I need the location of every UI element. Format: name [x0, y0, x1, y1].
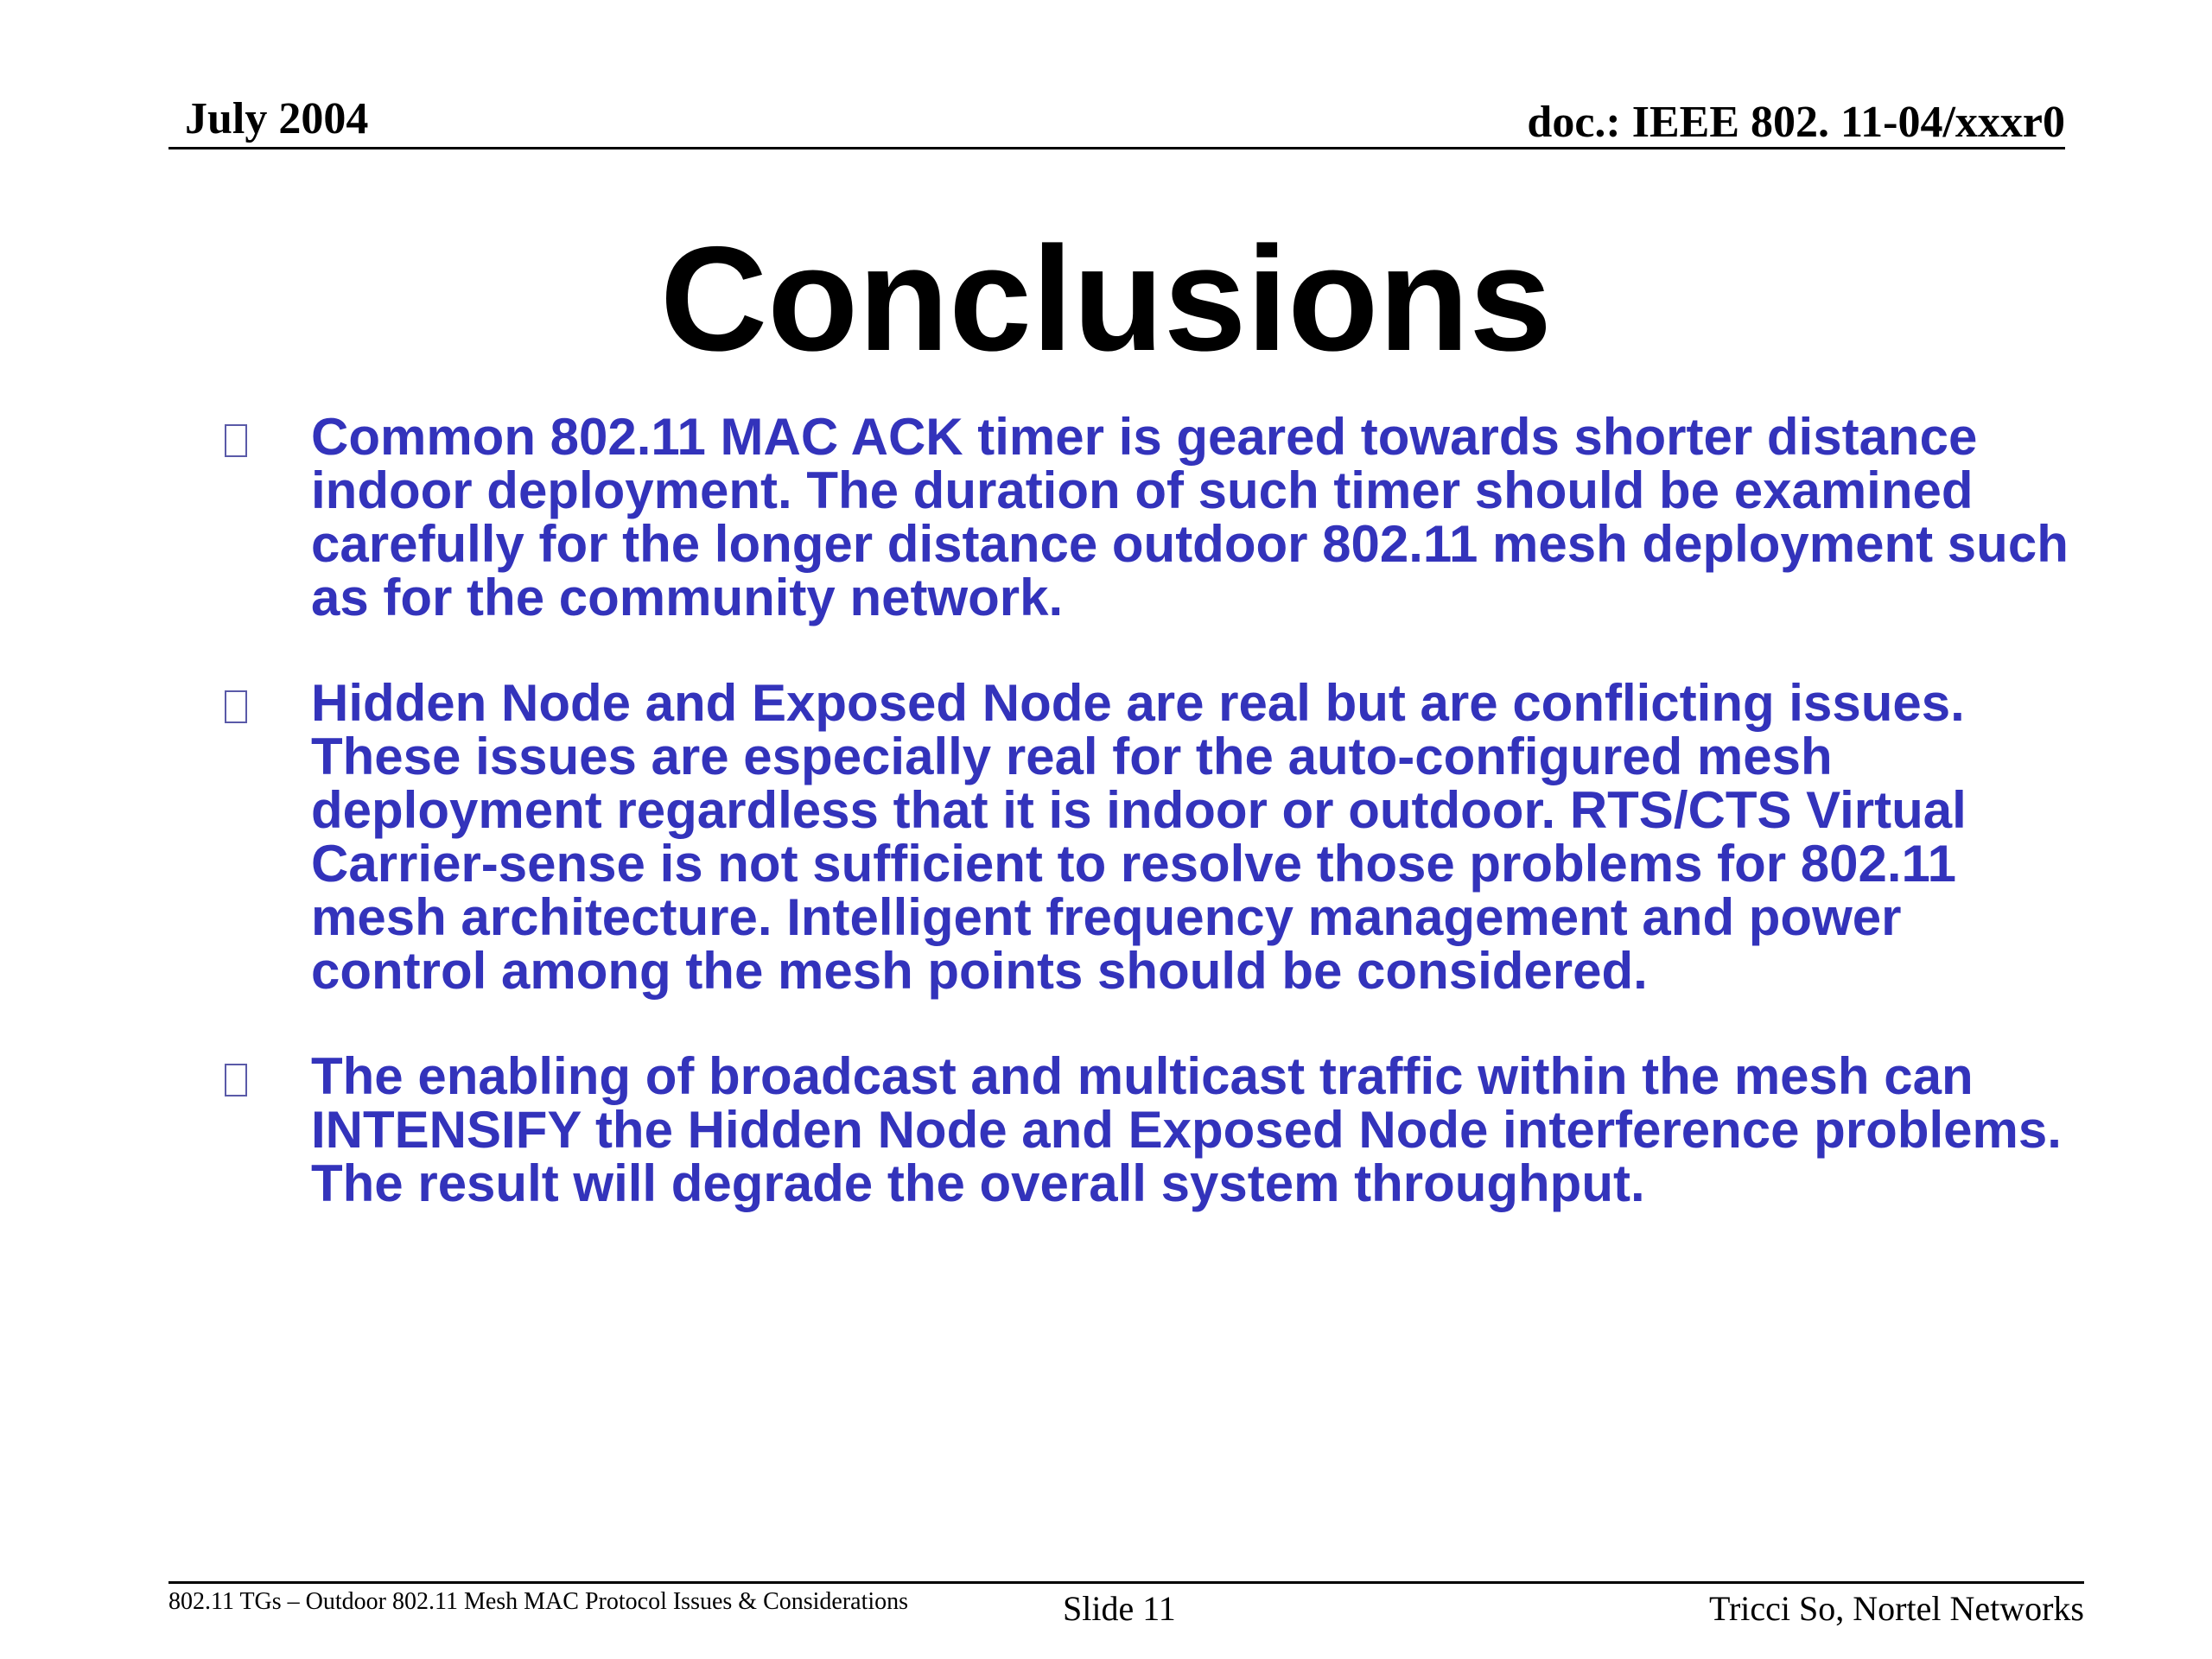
footer-rule	[168, 1581, 2084, 1584]
bullet-text: Common 802.11 MAC ACK timer is geared towards shorter distance indoor deployment. The duration of such timer should be examined carefully for the longer distance outdoor 802.11 mesh deployment such as for the community network.	[311, 408, 2069, 626]
footer-slide-number: Slide 11	[1063, 1589, 1176, 1628]
square-bullet-icon	[225, 424, 247, 457]
bullet-item	[216, 410, 2082, 625]
bullet-item	[216, 1047, 2082, 1212]
bullet-list	[216, 410, 2082, 1262]
slide-title: Conclusions	[659, 216, 1553, 382]
header-rule	[168, 147, 2065, 149]
square-bullet-icon	[225, 690, 247, 723]
footer-presentation-title: 802.11 TGs – Outdoor 802.11 Mesh MAC Protocol Issues & Considerations	[168, 1588, 909, 1615]
header-doc-id: doc.: IEEE 802. 11-04/xxxr0	[1527, 98, 2065, 147]
bullet-text: Hidden Node and Exposed Node are real but are conflicting issues. These issues are especially real for the auto-configured mesh deployment regardless that it is indoor or outdoor. RTS/CTS Virtual Carrier-sense is not sufficient to resolve those problems for 802.11 mesh architecture. Intelligent frequency management and power control among the mesh points should be considered.	[311, 674, 1967, 1000]
footer-author: Tricci So, Nortel Networks	[1708, 1589, 2084, 1628]
square-bullet-icon	[225, 1064, 247, 1096]
bullet-text: The enabling of broadcast and multicast traffic within the mesh can INTENSIFY the Hidden Node and Exposed Node interference problems. The result will degrade the overall system throughput.	[311, 1047, 2062, 1212]
header-date: July 2004	[185, 94, 369, 143]
bullet-item	[216, 674, 2082, 1000]
